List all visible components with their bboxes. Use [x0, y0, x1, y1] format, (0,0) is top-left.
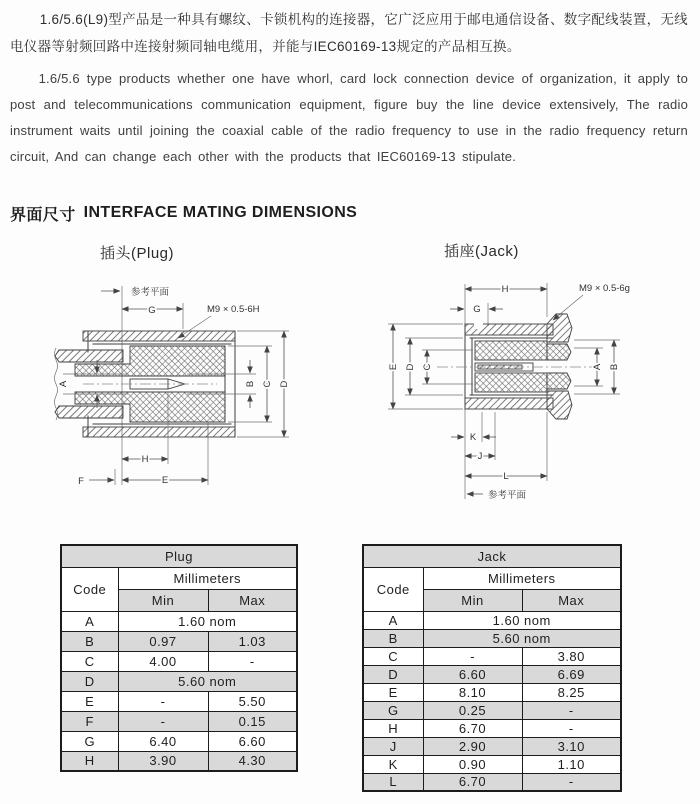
plug-unit-header: Millimeters: [118, 567, 297, 589]
max-cell: 3.80: [522, 647, 621, 665]
svg-text:E: E: [388, 363, 399, 371]
min-cell: 6.70: [423, 773, 522, 791]
value-cell: 5.60 nom: [423, 629, 621, 647]
plug-min-header: Min: [118, 589, 208, 611]
svg-text:B: B: [609, 363, 620, 371]
tables-section: [0, 536, 700, 804]
code-cell: B: [61, 631, 118, 651]
svg-text:D: D: [279, 380, 290, 388]
drawings-section: [0, 230, 700, 536]
table-row: [61, 691, 297, 711]
code-cell: B: [363, 629, 423, 647]
min-cell: 6.70: [423, 719, 522, 737]
svg-text:D: D: [405, 363, 416, 371]
jack-table-title-row: [363, 545, 621, 567]
max-cell: 1.10: [522, 755, 621, 773]
min-cell: 2.90: [423, 737, 522, 755]
table-row: [363, 773, 621, 791]
jack-table-unit-row: [363, 567, 621, 589]
min-cell: 0.90: [423, 755, 522, 773]
table-row: [61, 711, 297, 731]
svg-text:A: A: [58, 380, 69, 388]
plug-table-unit-row: [61, 567, 297, 589]
plug-dim-g-label: G: [148, 305, 156, 316]
table-row: [363, 683, 621, 701]
jack-dim-j-label: J: [477, 451, 483, 462]
table-row: [363, 647, 621, 665]
paragraph-chinese: 1.6/5.6(L9)型产品是一种具有螺纹、卡锁机构的连接器，它广泛应用于邮电通信设备、数字配线装置，无线电仪器等射频回路中连接射频同轴电缆用，并能与IEC60169-13规定的产品相互换。: [10, 12, 688, 54]
heading-english: INTERFACE MATING DIMENSIONS: [83, 204, 358, 221]
plug-body: [55, 331, 236, 437]
svg-text:A: A: [592, 363, 603, 371]
plug-drawing: [35, 272, 335, 530]
jack-table: [362, 544, 622, 792]
max-cell: 6.60: [208, 731, 297, 751]
jack-dim-h-label: H: [501, 284, 509, 295]
table-row: [363, 629, 621, 647]
table-row: [61, 651, 297, 671]
jack-dim-g-label: G: [473, 304, 481, 315]
code-cell: J: [363, 737, 423, 755]
section-heading: [0, 196, 700, 230]
max-cell: 1.03: [208, 631, 297, 651]
code-cell: K: [363, 755, 423, 773]
paragraph-english: 1.6/5.6 type products whether one have whorl, card lock connection device of organization, it apply to post and telecommunications communication equipment, figure buy the line device extensively, The radio instrument waits until joining the coaxial cable of the radio frequency to use in the radio frequency return circuit, And can change each other with the products that IEC60169-13 stipulate.: [10, 71, 688, 164]
code-cell: C: [61, 651, 118, 671]
jack-dim-k-label: K: [469, 432, 477, 443]
min-cell: 0.25: [423, 701, 522, 719]
max-cell: 5.50: [208, 691, 297, 711]
code-cell: G: [363, 701, 423, 719]
jack-body: [437, 314, 593, 419]
max-cell: 6.69: [522, 665, 621, 683]
plug-table-title-row: [61, 545, 297, 567]
heading-chinese: 界面尺寸: [10, 206, 76, 224]
code-cell: G: [61, 731, 118, 751]
max-cell: -: [522, 701, 621, 719]
table-row: [363, 719, 621, 737]
max-cell: -: [522, 773, 621, 791]
table-row: [61, 611, 297, 631]
intro-text-block: [0, 0, 700, 196]
code-cell: H: [363, 719, 423, 737]
plug-figure-label: 插头(Plug): [100, 245, 175, 262]
plug-thread-label: M9 × 0.5-6H: [207, 304, 260, 315]
min-cell: 0.97: [118, 631, 208, 651]
plug-code-header: Code: [61, 567, 118, 611]
table-row: [363, 755, 621, 773]
code-cell: L: [363, 773, 423, 791]
plug-table: [60, 544, 298, 772]
min-cell: -: [423, 647, 522, 665]
min-cell: 4.00: [118, 651, 208, 671]
jack-dim-d: [405, 338, 463, 395]
table-row: [61, 631, 297, 651]
jack-min-header: Min: [423, 589, 522, 611]
jack-figure-label: 插座(Jack): [444, 243, 519, 260]
plug-reference-plane-label: 参考平面: [131, 287, 170, 298]
plug-max-header: Max: [208, 589, 297, 611]
jack-code-header: Code: [363, 567, 423, 611]
jack-table-title: Jack: [363, 545, 621, 567]
max-cell: -: [522, 719, 621, 737]
value-cell: 5.60 nom: [118, 671, 297, 691]
code-cell: F: [61, 711, 118, 731]
min-cell: 6.60: [423, 665, 522, 683]
code-cell: D: [61, 671, 118, 691]
jack-dim-l-label: L: [503, 471, 509, 482]
code-cell: E: [61, 691, 118, 711]
code-cell: E: [363, 683, 423, 701]
min-cell: -: [118, 711, 208, 731]
min-cell: 6.40: [118, 731, 208, 751]
code-cell: A: [363, 611, 423, 629]
svg-text:C: C: [262, 380, 273, 388]
code-cell: A: [61, 611, 118, 631]
svg-text:B: B: [245, 380, 256, 388]
max-cell: 8.25: [522, 683, 621, 701]
table-row: [363, 737, 621, 755]
table-row: [61, 751, 297, 771]
code-cell: D: [363, 665, 423, 683]
table-row: [363, 665, 621, 683]
max-cell: 4.30: [208, 751, 297, 771]
table-row: [363, 611, 621, 629]
code-cell: C: [363, 647, 423, 665]
table-row: [363, 701, 621, 719]
jack-thread-label: M9 × 0.5-6g: [579, 283, 630, 294]
plug-table-title: Plug: [61, 545, 297, 567]
svg-text:C: C: [422, 363, 433, 371]
plug-dim-h-label: H: [141, 454, 149, 465]
value-cell: 1.60 nom: [118, 611, 297, 631]
code-cell: H: [61, 751, 118, 771]
jack-drawing: [375, 272, 675, 522]
min-cell: -: [118, 691, 208, 711]
jack-unit-header: Millimeters: [423, 567, 621, 589]
max-cell: 0.15: [208, 711, 297, 731]
plug-dim-e-label: E: [161, 475, 169, 486]
jack-max-header: Max: [522, 589, 621, 611]
min-cell: 3.90: [118, 751, 208, 771]
plug-dim-f-label: F: [78, 476, 84, 487]
max-cell: -: [208, 651, 297, 671]
jack-reference-plane-label: 参考平面: [488, 490, 527, 501]
table-row: [61, 731, 297, 751]
table-row: [61, 671, 297, 691]
min-cell: 8.10: [423, 683, 522, 701]
max-cell: 3.10: [522, 737, 621, 755]
value-cell: 1.60 nom: [423, 611, 621, 629]
